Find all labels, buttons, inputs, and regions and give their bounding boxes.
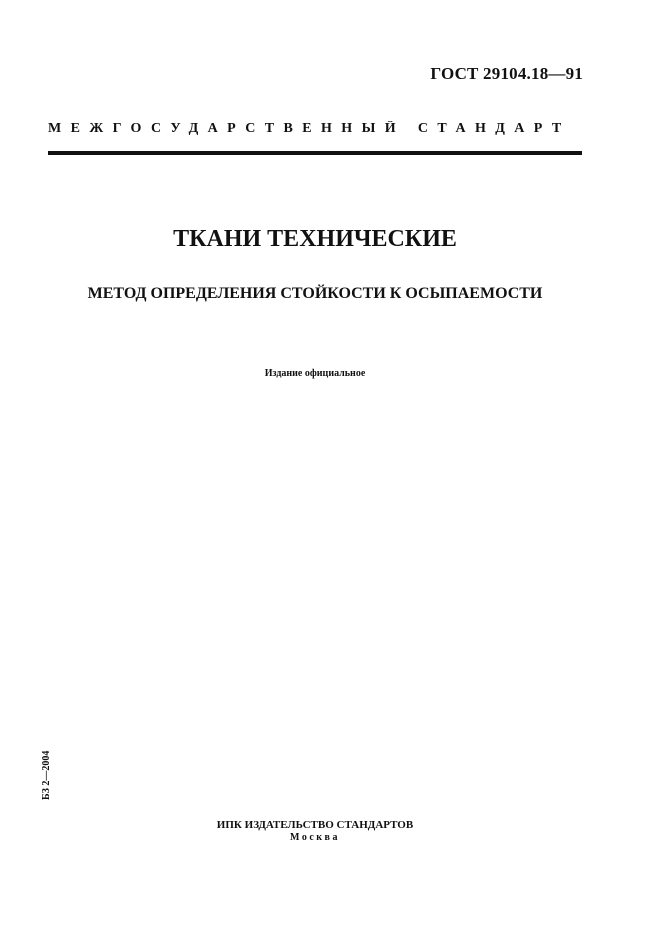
publisher-name: ИПК ИЗДАТЕЛЬСТВО СТАНДАРТОВ — [216, 819, 414, 831]
standard-type-heading: МЕЖГОСУДАРСТВЕННЫЙ СТАНДАРТ — [48, 121, 571, 136]
edition-note: Издание официальное — [264, 368, 366, 379]
publisher-city: Москва — [290, 832, 340, 843]
document-subtitle: МЕТОД ОПРЕДЕЛЕНИЯ СТОЙКОСТИ К ОСЫПАЕМОСТИ — [87, 285, 543, 302]
document-title: ТКАНИ ТЕХНИЧЕСКИЕ — [173, 226, 457, 252]
header-divider — [48, 151, 582, 155]
gost-code: ГОСТ 29104.18—91 — [430, 64, 583, 83]
side-mark: БЗ 2—2004 — [41, 750, 52, 800]
